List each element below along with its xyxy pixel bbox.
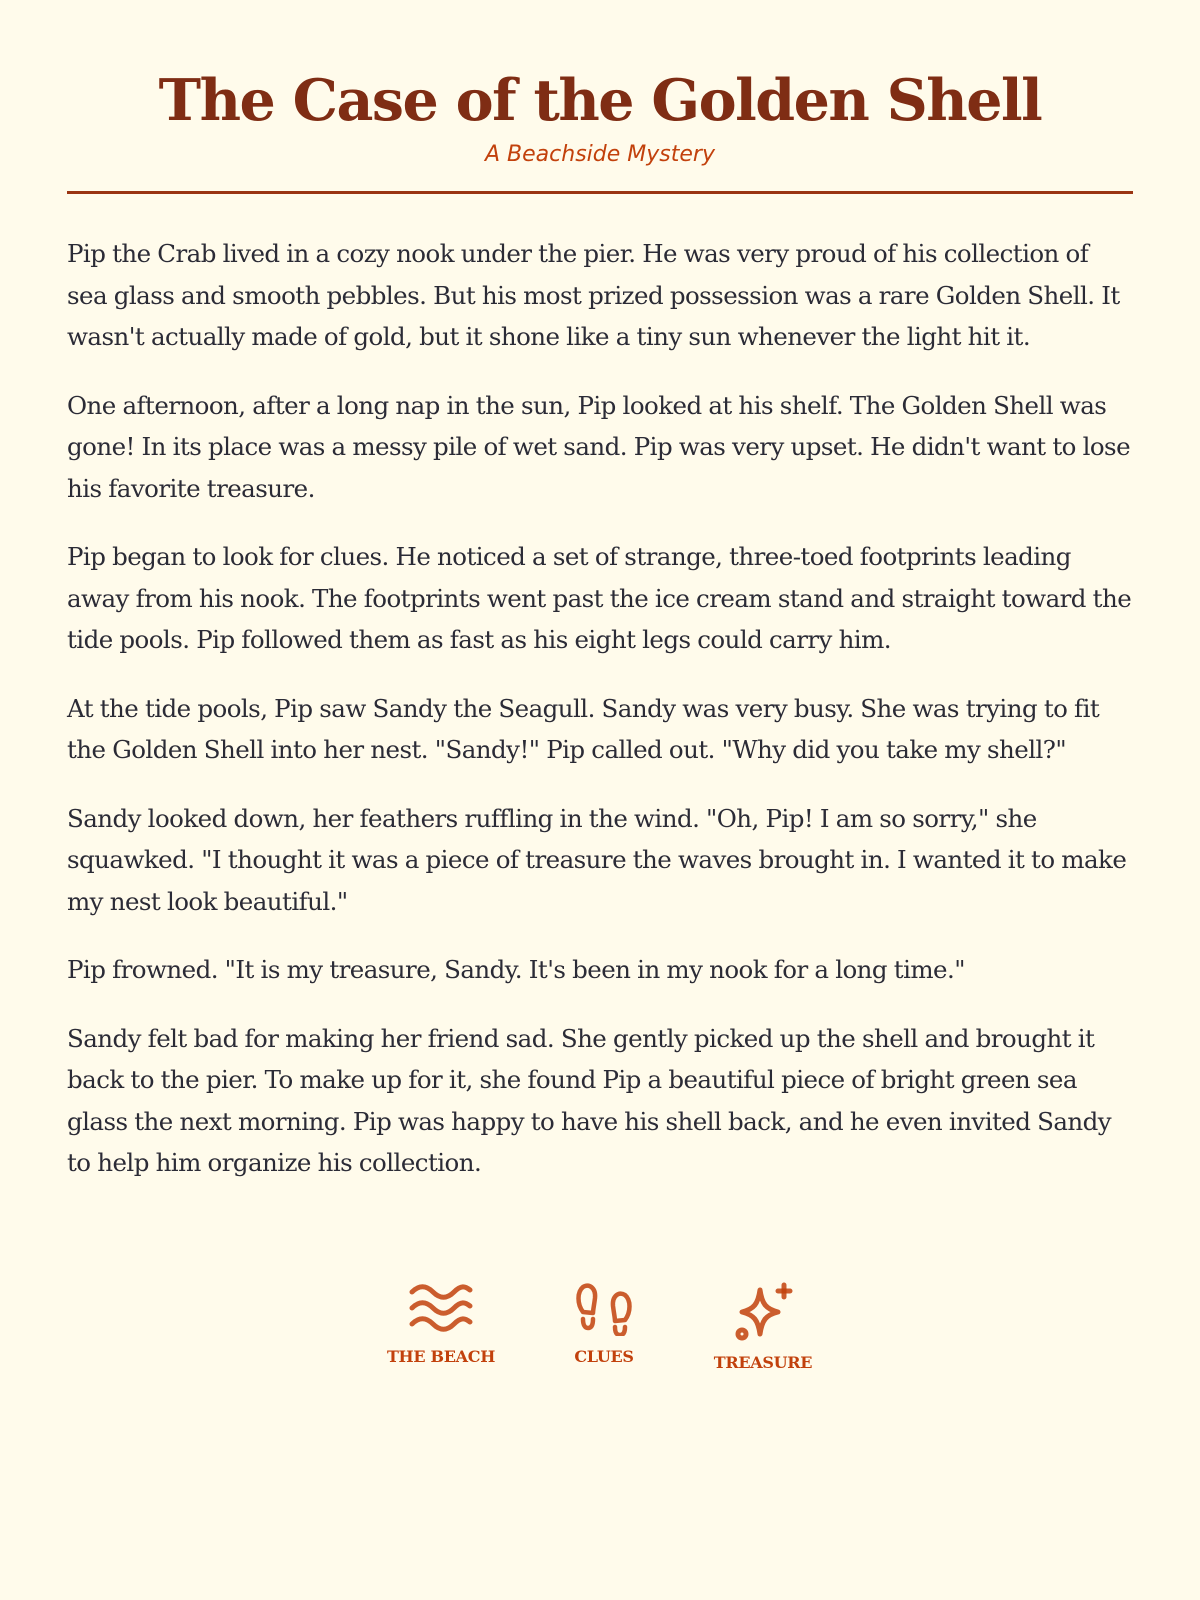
waves-icon	[371, 1282, 511, 1336]
footer-label-the-beach: THE BEACH	[386, 1347, 496, 1366]
story-title: The Case of the Golden Shell	[158, 67, 1042, 134]
story-footer	[0, 1282, 1200, 1392]
footer-item-treasure	[693, 1282, 833, 1372]
story-page	[67, 0, 1133, 1211]
footprints-icon	[534, 1282, 674, 1336]
story-header	[67, 0, 1133, 170]
story-paragraph: At the tide pools, Pip saw Sandy the Seagull. Sandy was very busy. She was trying to fit the Golden Shell into her nest. "Sandy!" Pip called out. "Why did you take my shell?"	[67, 693, 1100, 764]
footer-item-clues	[534, 1282, 674, 1366]
sparkles-icon	[693, 1282, 833, 1342]
story-paragraph: Sandy looked down, her feathers ruffling in the wind. "Oh, Pip! I am so sorry," she squawked. "I thought it was a piece of treasure the waves brought in. I wanted it to make my nest look beautiful."	[67, 803, 1127, 916]
story-paragraph: Pip the Crab lived in a cozy nook under the pier. He was very proud of his collection of sea glass and smooth pebbles. But his most prized possession was a rare Golden Shell. It wasn't actually made of gold, but it shone like a tiny sun whenever the light hit it.	[67, 239, 1120, 351]
story-subtitle: A Beachside Mystery	[485, 142, 715, 167]
footer-label-clues: CLUES	[574, 1347, 634, 1366]
story-body	[67, 233, 1133, 1184]
story-paragraph: Pip frowned. "It is my treasure, Sandy. It's been in my nook for a long time."	[67, 955, 965, 984]
story-paragraph: Sandy felt bad for making her friend sad. She gently picked up the shell and brought it back to the pier. To make up for it, she found Pip a beautiful piece of bright green sea glass the next morning. Pip was happy to have his shell back, and he even invited Sandy to help him organize his collection.	[67, 1023, 1112, 1177]
footer-label-treasure: TREASURE	[713, 1353, 813, 1372]
footer-item-the-beach	[371, 1282, 511, 1366]
story-paragraph: One afternoon, after a long nap in the sun, Pip looked at his shelf. The Golden Shell was gone! In its place was a messy pile of wet sand. Pip was very upset. He didn't want to lose his favorite treasure.	[67, 390, 1131, 503]
story-paragraph: Pip began to look for clues. He noticed a set of strange, three-toed footprints leading away from his nook. The footprints went past the ice cream stand and straight toward the tide pools. Pip followed them as fast as his eight legs could carry him.	[67, 542, 1132, 654]
header-divider	[67, 191, 1133, 194]
